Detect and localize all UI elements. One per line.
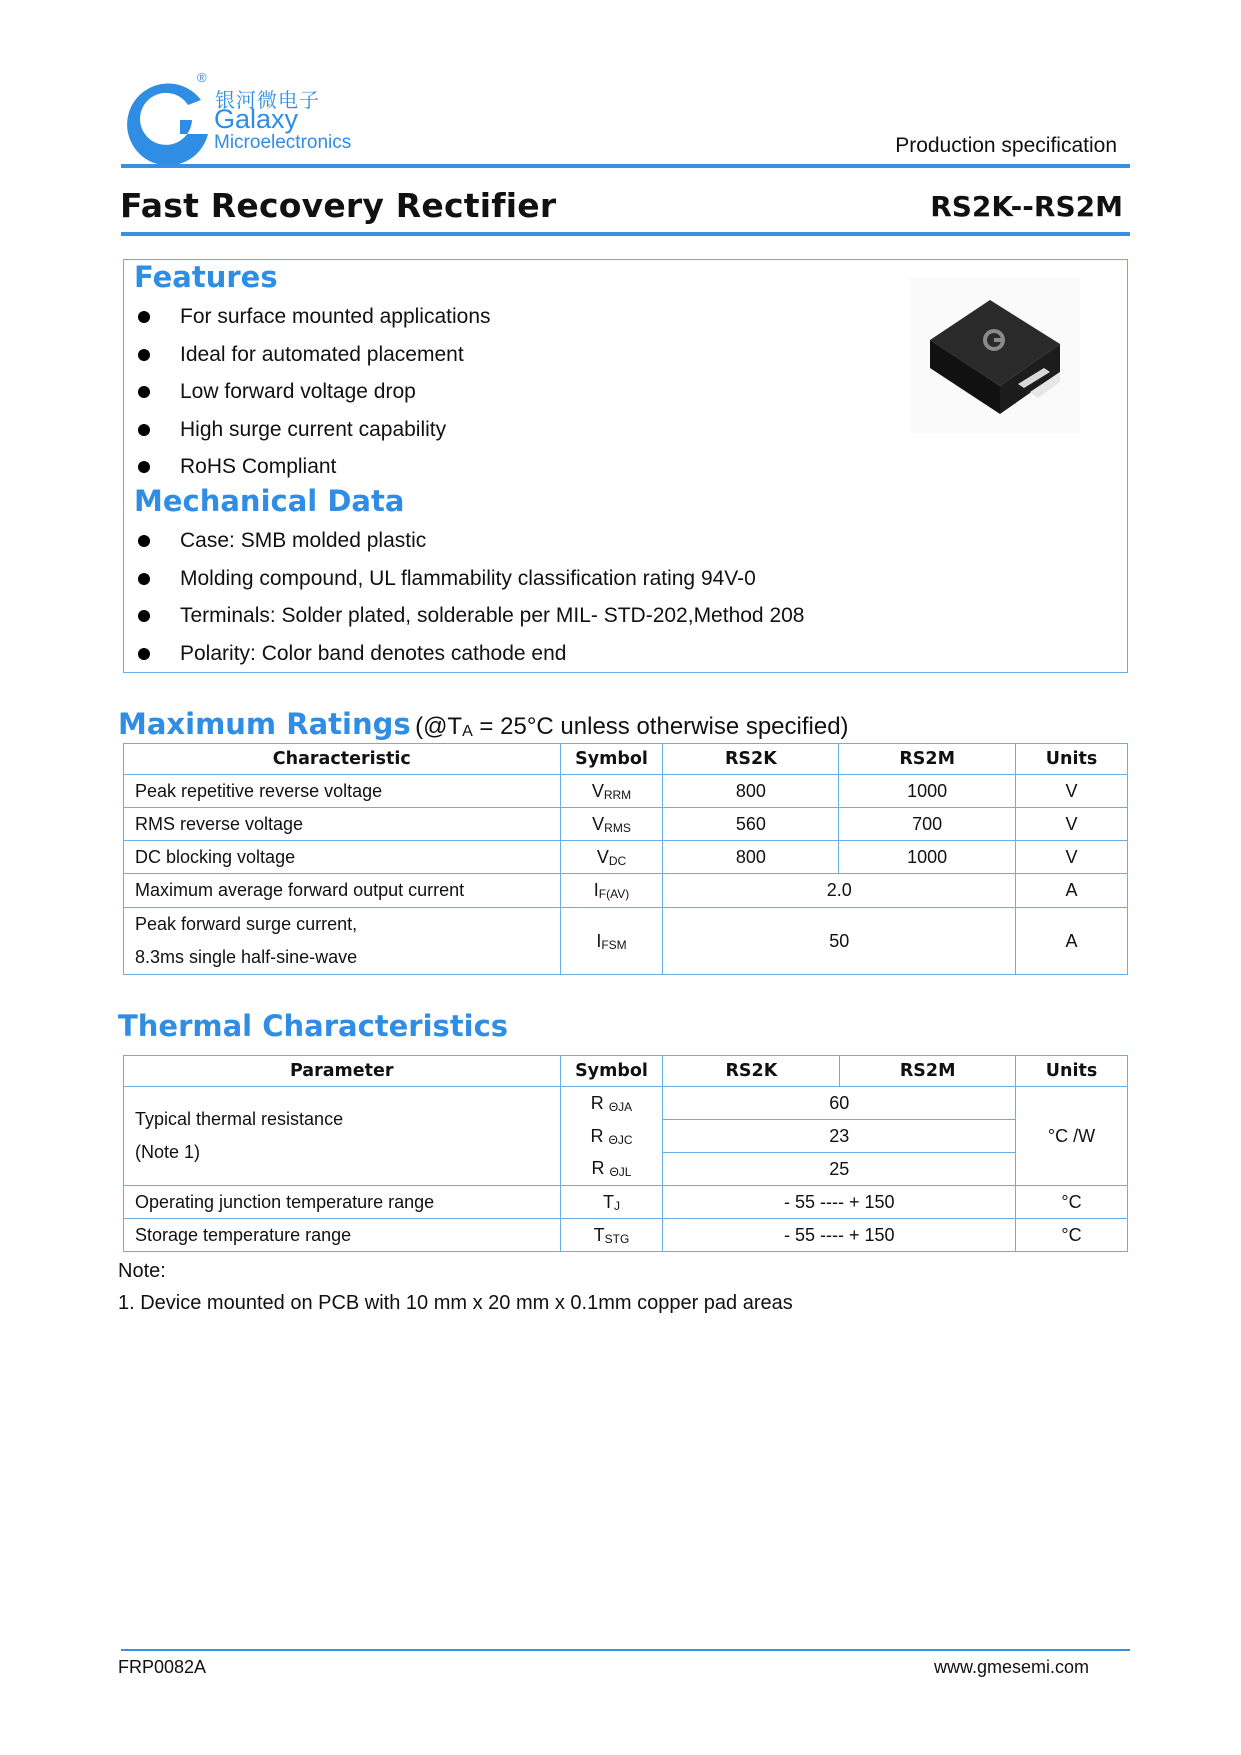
part-number: RS2K--RS2M xyxy=(930,190,1123,223)
bullet-icon xyxy=(138,311,150,323)
table-row: Maximum average forward output current $I_{F(AV)}$ 2.0 A xyxy=(124,874,1128,908)
bullet-icon xyxy=(138,424,150,436)
header-divider xyxy=(121,164,1130,168)
thermal-heading: Thermal Characteristics xyxy=(118,1009,509,1043)
registered-mark: ® xyxy=(197,70,207,85)
max-ratings-table xyxy=(123,743,1128,975)
website-link[interactable]: www.gmesemi.com xyxy=(933,1657,1089,1677)
list-item: High surge current capability xyxy=(124,411,924,449)
logo-name: Galaxy xyxy=(214,104,299,134)
table-row: Storage temperature range $T_{STG}$ - 55 ---- + 150 °C xyxy=(124,1219,1128,1252)
note-text: 1. Device mounted on PCB with 10 mm x 20 mm x 0.1mm copper pad areas xyxy=(118,1292,793,1314)
table-row: Peak repetitive reverse voltage $V_{RRM}$ 800 1000 V xyxy=(124,775,1128,808)
max-ratings-heading: Maximum Ratings xyxy=(118,707,411,741)
list-item: Low forward voltage drop xyxy=(124,373,924,411)
list-item: Terminals: Solder plated, solderable per MIL- STD-202,Method 208 xyxy=(124,597,1114,635)
bullet-icon xyxy=(138,573,150,585)
table-header-row: Parameter Symbol RS2K RS2M Units xyxy=(124,1056,1128,1087)
table-row: Peak forward surge current, 8.3ms single half-sine-wave $I_{FSM}$ 50 A xyxy=(124,908,1128,975)
document-code: FRP0082A xyxy=(118,1657,207,1677)
list-item: Ideal for automated placement xyxy=(124,336,924,374)
table-row: RMS reverse voltage $V_{RMS}$ 560 700 V xyxy=(124,808,1128,841)
table-row: R $_{\Theta JC}$ 23 xyxy=(124,1120,1128,1153)
footer-divider xyxy=(121,1649,1130,1651)
bullet-icon xyxy=(138,648,150,660)
features-list xyxy=(124,298,924,486)
logo-chinese-name: 银河微电子 xyxy=(215,90,320,112)
table-header-row: Characteristic Symbol RS2K RS2M Units xyxy=(124,744,1128,775)
list-item: For surface mounted applications xyxy=(124,298,924,336)
list-item: Molding compound, UL flammability classification rating 94V-0 xyxy=(124,560,1114,598)
max-ratings-title xyxy=(118,707,849,741)
table-row: R $_{\Theta JL}$ 25 xyxy=(124,1153,1128,1186)
page-title: Fast Recovery Rectifier xyxy=(120,186,557,225)
logo-subtitle: Microelectronics xyxy=(214,132,352,153)
bullet-icon xyxy=(138,610,150,622)
features-heading: Features xyxy=(134,260,278,294)
table-row: DC blocking voltage $V_{DC}$ 800 1000 V xyxy=(124,841,1128,874)
smb-package-image xyxy=(910,278,1080,433)
table-row: Operating junction temperature range $T_J$ - 55 ---- + 150 °C xyxy=(124,1186,1128,1219)
list-item: Polarity: Color band denotes cathode end xyxy=(124,635,1114,673)
thermal-table xyxy=(123,1055,1128,1252)
table-row: Typical thermal resistance (Note 1) R $_{\Theta JA}$ 60 °C /W xyxy=(124,1087,1128,1120)
mechanical-heading: Mechanical Data xyxy=(134,484,405,518)
mechanical-list xyxy=(124,522,1114,672)
bullet-icon xyxy=(138,535,150,547)
bullet-icon xyxy=(138,461,150,473)
galaxy-logo-icon xyxy=(118,72,218,172)
title-divider xyxy=(121,232,1130,236)
list-item: Case: SMB molded plastic xyxy=(124,522,1114,560)
list-item: RoHS Compliant xyxy=(124,448,924,486)
bullet-icon xyxy=(138,349,150,361)
spec-label: Production specification xyxy=(895,134,1117,157)
note-label: Note: xyxy=(118,1260,166,1282)
max-ratings-condition: ($@T_A = 25^\circ C$ unless otherwise specified) xyxy=(415,713,849,740)
bullet-icon xyxy=(138,386,150,398)
